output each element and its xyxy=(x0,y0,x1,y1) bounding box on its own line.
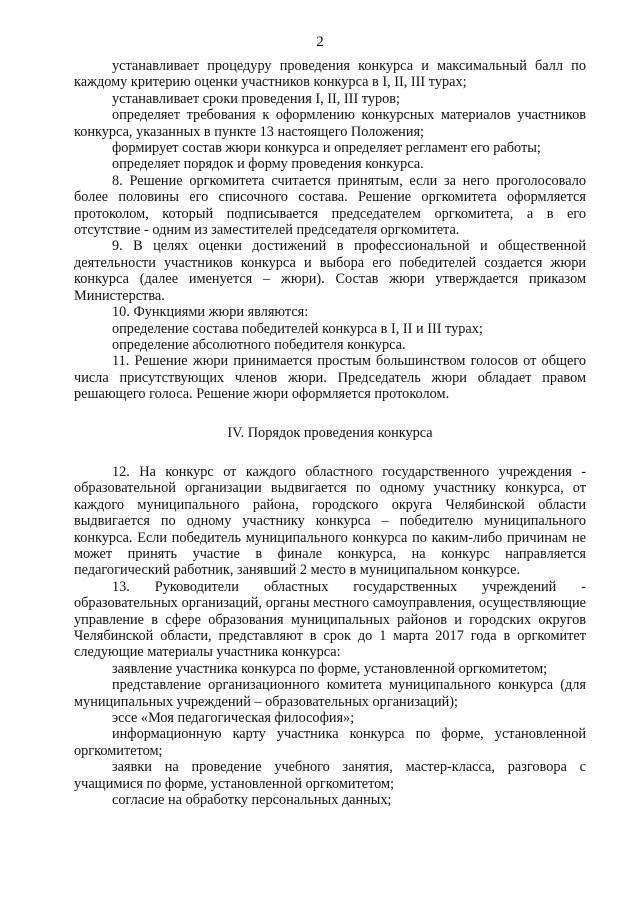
paragraph: 9. В целях оценки достижений в профессиональной и общественной деятельности участников конкурса и выбора его победителей создается жюри конкурса (далее именуется – жюри). Состав жюри утверждается приказом Министерства. xyxy=(74,238,586,304)
paragraph: эссе «Моя педагогическая философия»; xyxy=(112,710,355,727)
paragraph: информационную карту участника конкурса по форме, установленной оргкомитетом; xyxy=(74,726,586,759)
paragraph: 8. Решение оргкомитета считается принятым, если за него проголосовало более половины его списочного состава. Решение оргкомитета оформляется протоколом, который подписывается председателем оргкомитета, а в его отсутствие - одним из заместителей председателя оргкомитета. xyxy=(74,172,586,239)
paragraph: заявки на проведение учебного занятия, мастер-класса, разговора с учащимися по форме, установленной оргкомитетом; xyxy=(74,759,586,792)
paragraph: представление организационного комитета муниципального конкурса (для муниципальных учреждений – образовательных организаций); xyxy=(74,677,586,710)
paragraph: устанавливает процедуру проведения конкурса и максимальный балл по каждому критерию оценки участников конкурса в I, II, III турах; xyxy=(74,58,586,91)
paragraph: определяет требования к оформлению конкурсных материалов участников конкурса, указанных в пункте 13 настоящего Положения; xyxy=(74,107,586,140)
paragraph: 12. На конкурс от каждого областного государственного учреждения - образовательной организации выдвигается по одному участнику конкурса, от каждого муниципального района, городского округа Челябинской области выдвигается по одному участнику конкурса – победителю муниципального конкурса. Если победитель муниципального конкурса по каким-либо причинам не может принять участие в финале конкурса, на конкурс направляется педагогический работник, занявший 2 место в муниципальном конкурсе. xyxy=(74,463,586,579)
paragraph: 10. Функциями жюри являются: xyxy=(112,304,309,321)
document-body xyxy=(74,58,586,808)
paragraph: заявление участника конкурса по форме, установленной оргкомитетом; xyxy=(112,660,548,677)
paragraph: определяет порядок и форму проведения конкурса. xyxy=(112,156,424,173)
paragraph: определение абсолютного победителя конкурса. xyxy=(112,336,406,353)
paragraph: определение состава победителей конкурса в I, II и III турах; xyxy=(112,320,483,337)
paragraph: 13. Руководители областных государственных учреждений - образовательных организаций, органы местного самоуправления, осуществляющие управление в сфере образования муниципальных районов и городских округов Челябинской области, представляют в срок до 1 марта 2017 года в оргкомитет следующие материалы участника конкурса: xyxy=(74,578,586,661)
paragraph: устанавливает сроки проведения I, II, III туров; xyxy=(112,90,401,107)
paragraph: согласие на обработку персональных данных; xyxy=(112,792,392,809)
paragraph: 11. Решение жюри принимается простым большинством голосов от общего числа присутствующих членов жюри. Председатель жюри обладает правом решающего голоса. Решение жюри оформляется протоколом. xyxy=(74,353,586,403)
page-number: 2 xyxy=(316,34,324,50)
section-heading: IV. Порядок проведения конкурса xyxy=(227,424,433,441)
paragraph: формирует состав жюри конкурса и определяет регламент его работы; xyxy=(112,140,541,157)
